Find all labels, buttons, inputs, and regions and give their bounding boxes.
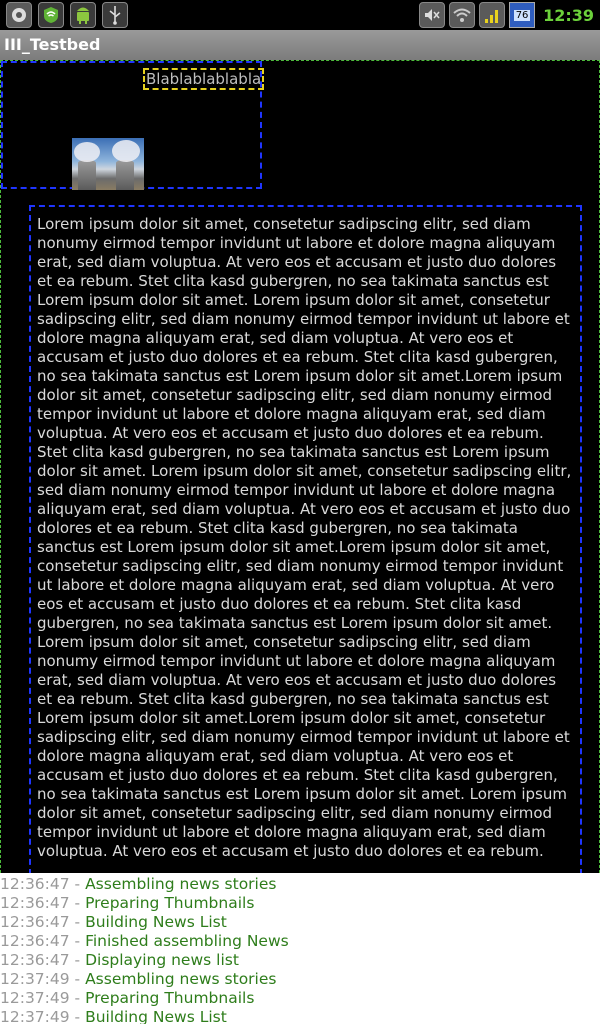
log-entry [0,894,600,913]
clock: 12:39 [543,5,594,25]
log-time: 12:36:47 [0,932,70,950]
log-separator: - [69,913,86,931]
cooling-tower-left [78,160,96,190]
log-message: Finished assembling News [85,932,289,950]
log-separator: - [69,970,86,988]
signal-icon [479,2,505,28]
log-separator: - [69,1008,86,1024]
log-separator: - [69,951,86,969]
log-time: 12:36:47 [0,913,70,931]
log-separator: - [69,989,86,1007]
app-title-bar [0,30,600,60]
log-time: 12:37:49 [0,970,70,988]
log-message: Assembling news stories [85,875,277,893]
usb-icon [102,2,128,28]
log-entry [0,970,600,989]
log-entry [0,989,600,1008]
mute-icon [419,2,445,28]
app-icon [6,2,32,28]
log-entry [0,932,600,951]
news-thumbnail[interactable] [72,138,144,190]
header-label: Blablablablabla [143,68,264,90]
log-entry [0,951,600,970]
status-bar [0,0,600,30]
log-separator: - [69,932,86,950]
log-separator: - [69,894,86,912]
battery-icon [509,2,535,28]
wifi-icon [449,2,475,28]
smoke-cloud [112,140,140,162]
system-icons [419,2,594,28]
log-message: Preparing Thumbnails [85,989,255,1007]
log-message: Assembling news stories [85,970,277,988]
article-text-box[interactable] [29,205,582,873]
log-entry [0,1008,600,1024]
android-icon [70,2,96,28]
battery-level: 76 [515,9,529,21]
smoke-cloud [74,142,100,162]
article-body: Lorem ipsum dolor sit amet, consetetur sadipscing elitr, sed diam nonumy eirmod tempor invidunt ut labore et dolore magna aliquyam erat, sed diam voluptua. At vero eos et accusam et justo duo dolores et ea rebum. Stet clita kasd gubergren, no sea takimata sanctus est Lorem ipsum dolor sit amet. Lorem ipsum dolor sit amet, consetetur sadipscing elitr, sed diam nonumy eirmod tempor invidunt ut labore et dolore magna aliquyam erat, sed diam voluptua. At vero eos et accusam et justo duo dolores et ea rebum. Stet clita kasd gubergren, no sea takimata sanctus est Lorem ipsum dolor sit amet.Lorem ipsum dolor sit amet, consetetur sadipscing elitr, sed diam nonumy eirmod tempor invidunt ut labore et dolore magna aliquyam erat, sed diam voluptua. At vero eos et accusam et justo duo dolores et ea rebum. Stet clita kasd gubergren, no sea takimata sanctus est Lorem ipsum dolor sit amet. Lorem ipsum dolor sit amet, consetetur sadipscing elitr, sed diam nonumy eirmod tempor invidunt ut labore et dolore magna aliquyam erat, sed diam voluptua. At vero eos et accusam et justo duo dolores et ea rebum. Stet clita kasd gubergren, no sea takimata sanctus est Lorem ipsum dolor sit amet.Lorem ipsum dolor sit amet, consetetur sadipscing elitr, sed diam nonumy eirmod tempor invidunt ut labore et dolore magna aliquyam erat, sed diam voluptua. At vero eos et accusam et justo duo dolores et ea rebum. Stet clita kasd gubergren, no sea takimata sanctus est Lorem ipsum dolor sit amet. Lorem ipsum dolor sit amet, consetetur sadipscing elitr, sed diam nonumy eirmod tempor invidunt ut labore et dolore magna aliquyam erat, sed diam voluptua. At vero eos et accusam et justo duo dolores et ea rebum. Stet clita kasd gubergren, no sea takimata sanctus est Lorem ipsum dolor sit amet.Lorem ipsum dolor sit amet, consetetur sadipscing elitr, sed diam nonumy eirmod tempor invidunt ut labore et dolore magna aliquyam erat, sed diam voluptua. At vero eos et accusam et justo duo dolores et ea rebum. Stet clita kasd gubergren, no sea takimata sanctus est Lorem ipsum dolor sit amet. Lorem ipsum dolor sit amet, consetetur sadipscing elitr, sed diam nonumy eirmod tempor invidunt ut labore et dolore magna aliquyam erat, sed diam voluptua. At vero eos et accusam et justo duo dolores et ea rebum. [37,215,572,860]
log-message: Displaying news list [85,951,239,969]
log-entry [0,875,600,894]
notification-icons [6,2,128,28]
log-entry [0,913,600,932]
log-message: Building News List [85,913,227,931]
log-separator: - [69,875,86,893]
app-title: III_Testbed [4,35,101,54]
log-time: 12:37:49 [0,989,70,1007]
log-time: 12:36:47 [0,875,70,893]
cooling-tower-right [116,160,134,190]
log-time: 12:37:49 [0,1008,70,1024]
log-message: Preparing Thumbnails [85,894,255,912]
log-message: Building News List [85,1008,227,1024]
wifi-shield-icon [38,2,64,28]
log-time: 12:36:47 [0,951,70,969]
log-time: 12:36:47 [0,894,70,912]
header-container [1,61,262,189]
log-list[interactable] [0,873,600,1024]
content-area[interactable] [0,60,600,873]
